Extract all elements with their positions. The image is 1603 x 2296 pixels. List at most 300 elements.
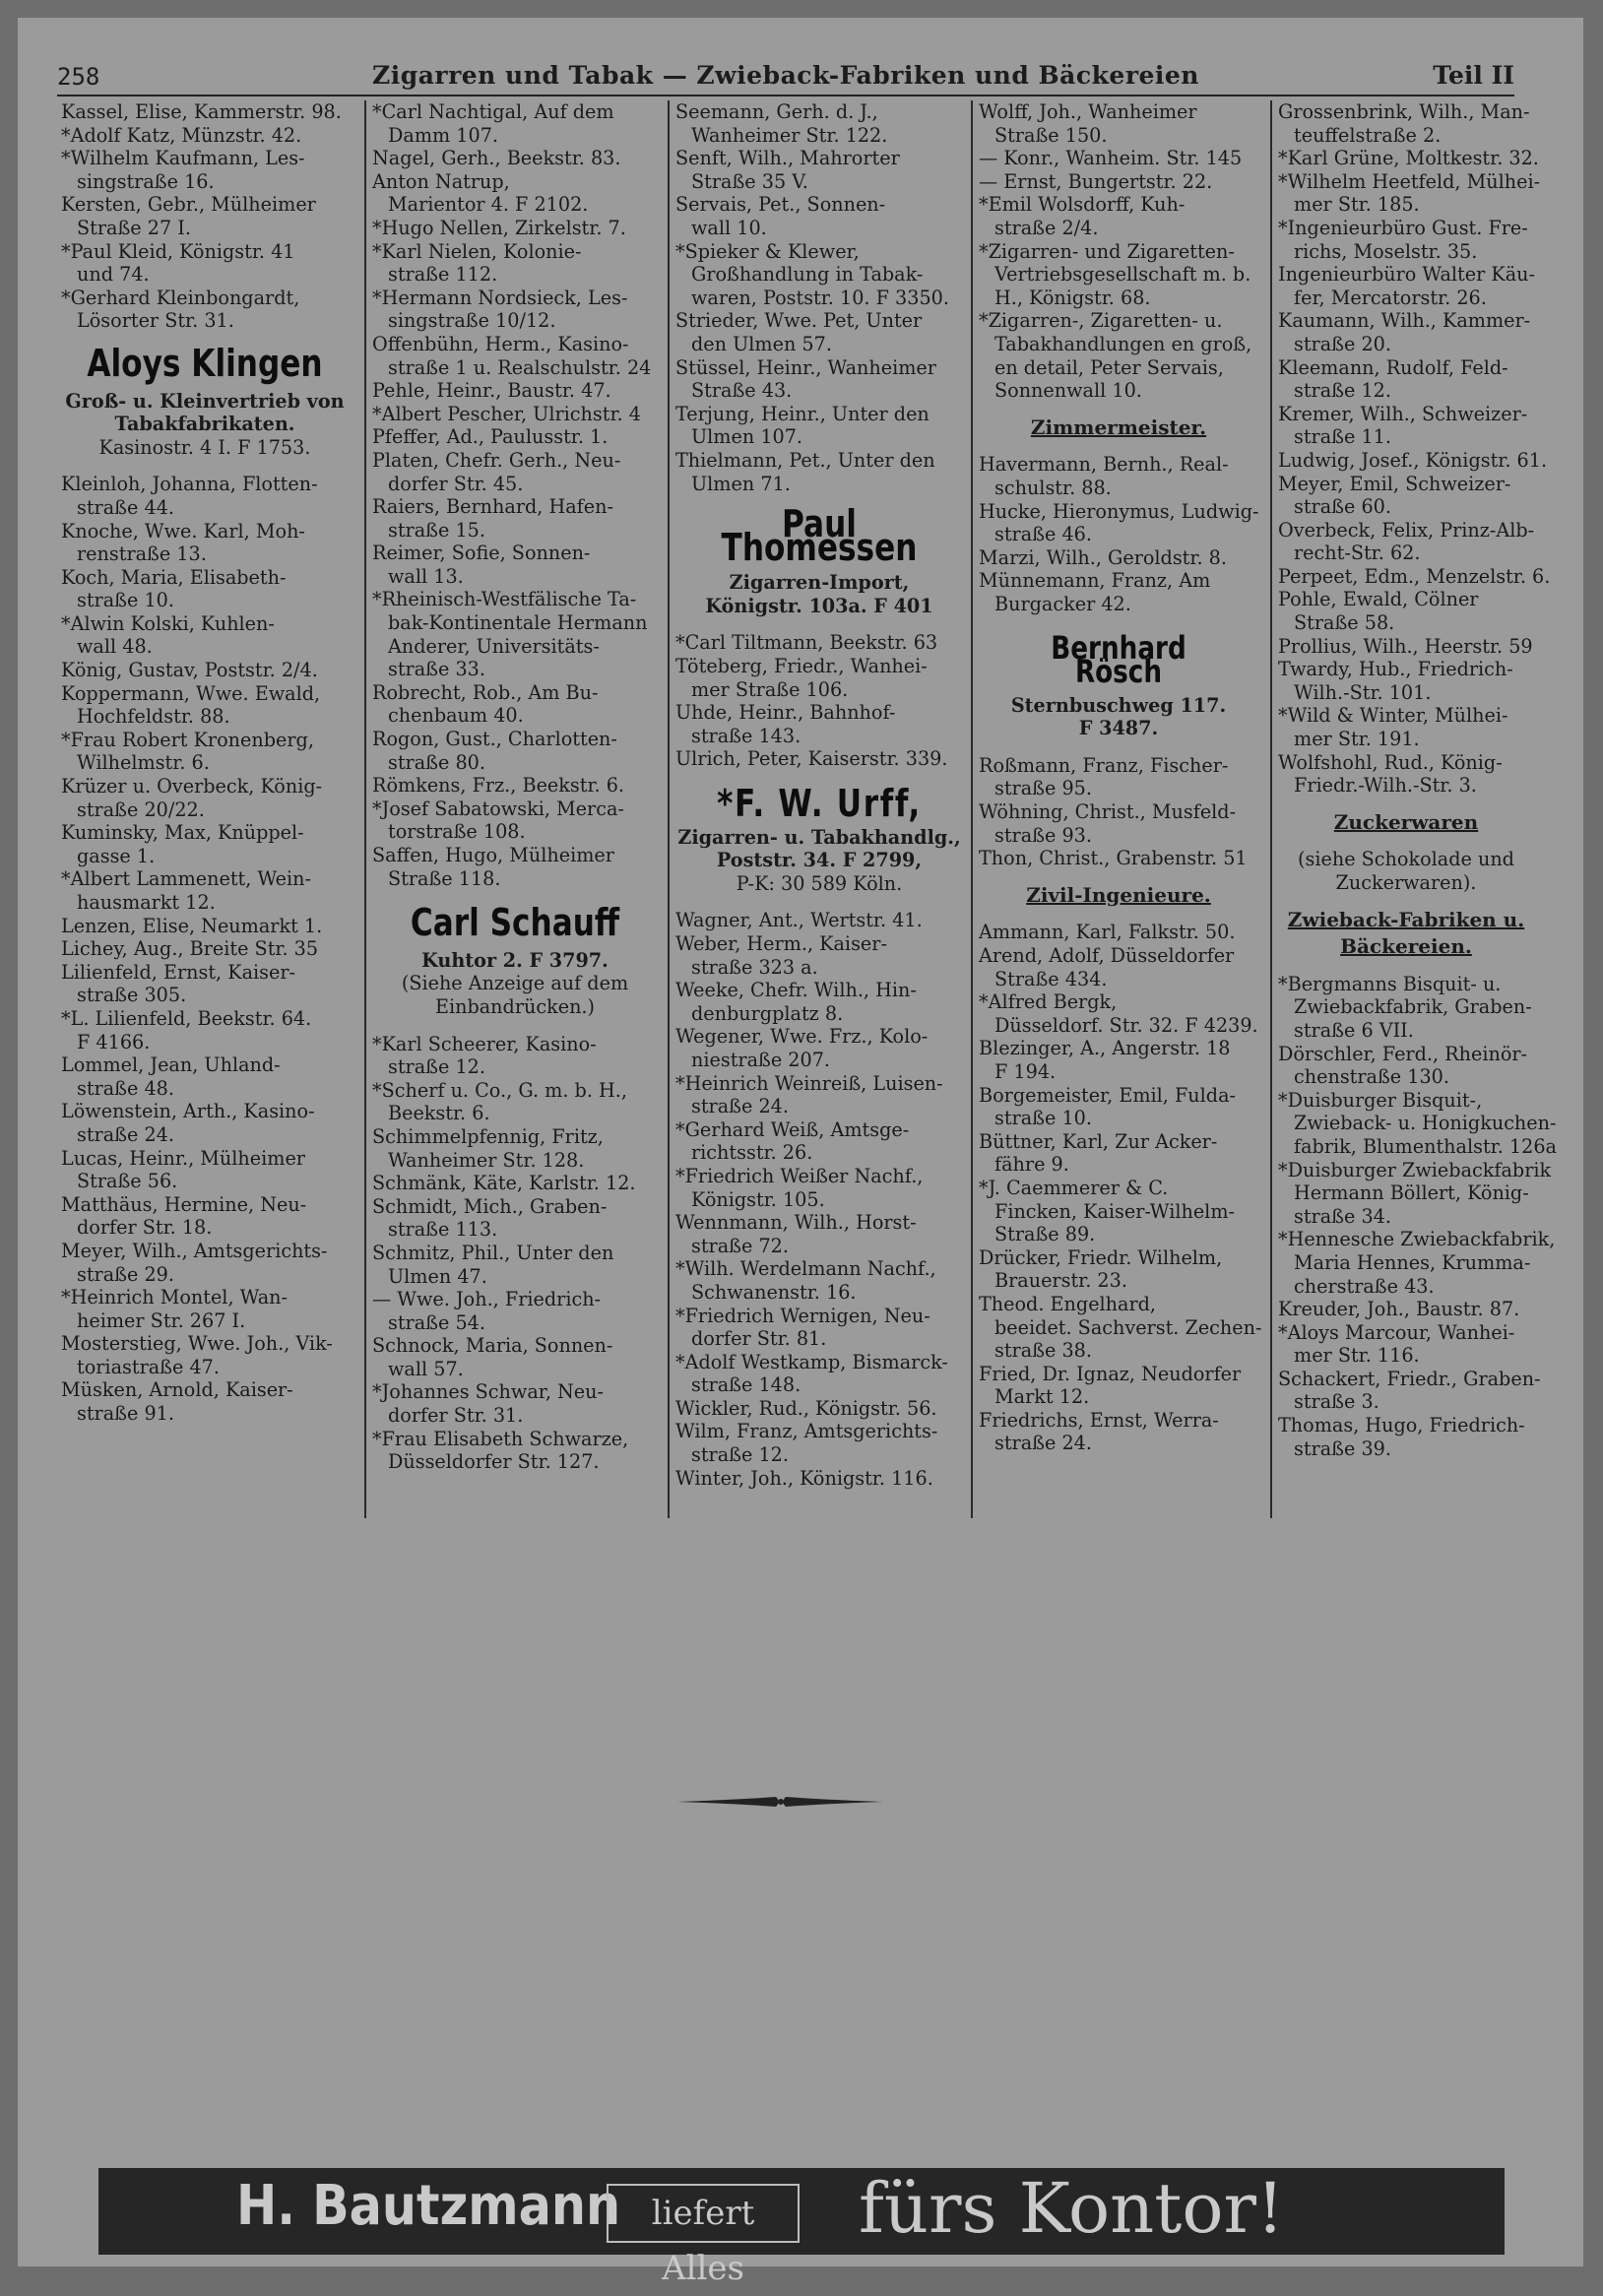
directory-entry-line: *Gerhard Weiß, Amtsge- [675, 1117, 910, 1141]
directory-entry-line: *Johannes Schwar, Neu- [372, 1380, 605, 1404]
directory-entry-line: Münnemann, Franz, Am [979, 569, 1211, 593]
directory-entry-line: *Friedrich Wernigen, Neu- [675, 1304, 930, 1327]
directory-entry-line: straße 305. [77, 984, 187, 1007]
directory-entry-line: Theod. Engelhard, [979, 1292, 1157, 1315]
directory-entry-line: Matthäus, Hermine, Neu- [61, 1192, 307, 1216]
directory-entry-line: *Ingenieurbüro Gust. Fre- [1278, 216, 1528, 239]
directory-entry-line: toriastraße 47. [77, 1355, 220, 1378]
directory-entry-line: *Emil Wolsdorff, Kuh- [979, 193, 1186, 217]
ad-schauff-line: (Siehe Anzeige auf dem [401, 972, 629, 995]
directory-entry-line: Tabakhandlungen en groß, [994, 332, 1252, 355]
col1-list-a [61, 100, 349, 333]
directory-entry-line: straße 33. [388, 658, 485, 681]
directory-entry-line: en detail, Peter Servais, [994, 355, 1224, 379]
directory-entry-line: straße 10. [994, 1107, 1092, 1130]
ad-paul-thomessen: Paul Thomessen [721, 502, 918, 569]
directory-entry-line: F 194. [994, 1059, 1057, 1083]
directory-entry-line: Lichey, Aug., Breite Str. 35 [61, 937, 319, 961]
directory-entry-line: Krüzer u. Overbeck, König- [61, 775, 323, 798]
directory-entry-line: und 74. [77, 263, 150, 287]
directory-entry-line: Anderer, Universitäts- [388, 634, 600, 658]
col5-list-a [1278, 100, 1551, 797]
directory-entry-line: Wickler, Rud., Königstr. 56. [675, 1396, 937, 1420]
directory-entry-line: Friedr.-Wilh.-Str. 3. [1294, 774, 1477, 797]
directory-entry-line: straße 39. [1294, 1436, 1391, 1460]
directory-entry-line: *Hugo Nellen, Zirkelstr. 7. [372, 216, 626, 239]
column-4 [971, 100, 1262, 1518]
directory-entry-line: straße 93. [994, 823, 1092, 847]
directory-entry-line: Fried, Dr. Ignaz, Neudorfer [979, 1362, 1242, 1385]
directory-entry-line: Kleinloh, Johanna, Flotten- [61, 473, 318, 496]
directory-entry-line: Wagner, Ant., Wertstr. 41. [675, 909, 923, 932]
column-5 [1270, 100, 1557, 1518]
directory-entry-line: Kremer, Wilh., Schweizer- [1278, 402, 1528, 425]
column-1 [61, 100, 349, 1518]
directory-entry-line: Lucas, Heinr., Mülheimer [61, 1146, 305, 1170]
directory-entry-line: *Duisburger Bisquit-, [1278, 1088, 1483, 1112]
directory-entry-line: Stüssel, Heinr., Wanheimer [675, 355, 936, 379]
directory-entry-line: Ulmen 71. [691, 472, 791, 495]
directory-entry-line: straße 12. [388, 1055, 485, 1079]
directory-entry-line: Grossenbrink, Wilh., Man- [1278, 100, 1530, 123]
directory-entry-line: *Frau Robert Kronenberg, [61, 728, 314, 751]
section-heading: Zivil-Ingenieure. [1026, 882, 1211, 907]
directory-entry-line: Reimer, Sofie, Sonnen- [372, 542, 591, 565]
directory-entry-line: denburgplatz 8. [691, 1001, 844, 1025]
directory-entry-line: *Hermann Nordsieck, Les- [372, 286, 628, 309]
directory-entry-line: Lilienfeld, Ernst, Kaiser- [61, 960, 295, 984]
directory-entry-line: straße 143. [691, 724, 802, 747]
directory-entry-line: Kleemann, Rudolf, Feld- [1278, 355, 1508, 379]
directory-entry-line: straße 38. [994, 1339, 1092, 1363]
directory-entry-line: Pfeffer, Ad., Paulusstr. 1. [372, 425, 609, 449]
directory-entry-line: niestraße 207. [691, 1048, 831, 1071]
banner-boxed-text: liefert Alles [607, 2184, 800, 2243]
directory-entry-line: Anton Natrup, [372, 169, 510, 193]
directory-entry-line: dorfer Str. 31. [388, 1404, 524, 1428]
directory-entry-line: Marzi, Wilh., Geroldstr. 8. [979, 545, 1227, 569]
directory-entry-line: Büttner, Karl, Zur Acker- [979, 1129, 1218, 1153]
directory-entry-line: Ulmen 107. [691, 425, 803, 449]
directory-entry-line: Arend, Adolf, Düsseldorfer [979, 944, 1235, 967]
directory-entry-line: Kuminsky, Max, Knüppel- [61, 821, 304, 845]
directory-entry-line: *Carl Nachtigal, Auf dem [372, 100, 614, 123]
directory-entry-line: Königstr. 105. [691, 1187, 825, 1211]
directory-entry-line: chenbaum 40. [388, 704, 524, 728]
directory-entry-line: Schmidt, Mich., Graben- [372, 1194, 608, 1218]
directory-entry-line: *Josef Sabatowski, Merca- [372, 797, 624, 820]
col3-list-b [675, 631, 963, 771]
directory-entry-line: mer Str. 116. [1294, 1344, 1420, 1368]
directory-entry-line: Straße 43. [691, 379, 793, 403]
section-heading: Zuckerwaren [1333, 809, 1479, 834]
directory-entry-line: *Zigarren-, Zigaretten- u. [979, 309, 1223, 333]
directory-entry-line: Lösorter Str. 31. [77, 309, 234, 333]
directory-entry-line: Schmitz, Phil., Unter den [372, 1241, 614, 1264]
directory-entry-line: Lommel, Jean, Uhland- [61, 1053, 281, 1077]
banner-brand: H. Bautzmann [236, 2174, 621, 2238]
directory-entry-line: Schimmelpfennig, Fritz, [372, 1124, 604, 1148]
directory-entry-line: Ulrich, Peter, Kaiserstr. 339. [675, 747, 948, 771]
directory-entry-line: Wilhelmstr. 6. [77, 751, 210, 775]
directory-entry-line: Pehle, Heinr., Baustr. 47. [372, 379, 611, 403]
ad-fw-urff: *F. W. Urff, [717, 782, 922, 826]
directory-entry-line: Mosterstieg, Wwe. Joh., Vik- [61, 1332, 333, 1356]
directory-entry-line: straße 72. [691, 1234, 789, 1257]
directory-entry-line: *Heinrich Weinreiß, Luisen- [675, 1071, 943, 1095]
directory-entry-line: straße 29. [77, 1262, 174, 1286]
directory-entry-line: *Spieker & Klewer, [675, 239, 860, 263]
directory-entry-line: Hucke, Hieronymus, Ludwig- [979, 499, 1259, 523]
ad-urff-line: Zigarren- u. Tabakhandlg., [677, 825, 961, 849]
ad-rosch-line: F 3487. [1078, 717, 1159, 740]
directory-entry-line: recht-Str. 62. [1294, 542, 1421, 565]
page-title: Zigarren und Tabak — Zwieback-Fabriken und Bäckereien [372, 61, 1199, 90]
directory-entry-line: mer Str. 191. [1294, 728, 1420, 751]
directory-entry-line: Löwenstein, Arth., Kasino- [61, 1100, 315, 1123]
directory-entry-line: wall 13. [388, 564, 464, 588]
ad-klingen-line: Tabakfabrikaten. [114, 413, 295, 436]
directory-entry-line: waren, Poststr. 10. F 3350. [691, 286, 949, 309]
directory-entry-line: Overbeck, Felix, Prinz-Alb- [1278, 518, 1535, 542]
directory-entry-line: Marientor 4. F 2102. [388, 193, 589, 217]
directory-entry-line: Terjung, Heinr., Unter den [675, 402, 930, 425]
directory-entry-line: Raiers, Bernhard, Hafen- [372, 495, 613, 519]
directory-entry-line: Offenbühn, Herm., Kasino- [372, 332, 629, 355]
col4-list-a [979, 100, 1258, 403]
directory-entry-line: straße 95. [994, 777, 1092, 800]
directory-entry-line: Straße 56. [77, 1170, 178, 1193]
directory-entry-line: straße 24. [691, 1095, 789, 1118]
directory-entry-line: Weeke, Chefr. Wilh., Hin- [675, 979, 917, 1002]
directory-entry-line: *Aloys Marcour, Wanhei- [1278, 1320, 1515, 1344]
directory-entry-line: Roßmann, Franz, Fischer- [979, 753, 1229, 777]
col2-list-b [372, 1033, 658, 1474]
directory-entry-line: Nagel, Gerh., Beekstr. 83. [372, 147, 621, 170]
directory-entry-line: straße 91. [77, 1402, 174, 1426]
directory-entry-line: Müsken, Arnold, Kaiser- [61, 1378, 293, 1402]
directory-entry-line: hausmarkt 12. [77, 891, 216, 914]
directory-entry-line: Maria Hennes, Krumma- [1294, 1250, 1531, 1274]
column-2 [364, 100, 658, 1518]
directory-entry-line: wall 48. [77, 635, 153, 659]
ad-klingen-line: Kasinostr. 4 I. F 1753. [98, 435, 311, 459]
directory-entry-line: Saffen, Hugo, Mülheimer [372, 844, 614, 866]
directory-entry-line: *Karl Nielen, Kolonie- [372, 239, 582, 263]
directory-entry-line: straße 10. [77, 589, 174, 612]
directory-entry-line: Wolfshohl, Rud., König- [1278, 750, 1503, 774]
directory-entry-line: straße 3. [1294, 1390, 1379, 1414]
directory-entry-line: dorfer Str. 81. [691, 1327, 827, 1351]
directory-entry-line: *Hennesche Zwiebackfabrik, [1278, 1228, 1556, 1251]
directory-entry-line: *Friedrich Weißer Nachf., [675, 1164, 924, 1187]
directory-entry-line: teuffelstraße 2. [1294, 123, 1442, 147]
directory-entry-line: straße 46. [994, 523, 1092, 546]
directory-entry-line: Thon, Christ., Grabenstr. 51 [979, 847, 1248, 870]
page-number: 258 [57, 63, 100, 91]
section-heading: Zimmermeister. [1030, 415, 1207, 439]
directory-entry-line: *Duisburger Zwiebackfabrik [1278, 1158, 1552, 1181]
directory-entry-line: den Ulmen 57. [691, 332, 832, 355]
directory-entry-line: (siehe Schokolade und [1298, 848, 1514, 871]
directory-entry-line: Damm 107. [388, 123, 499, 147]
directory-entry-line: Sonnenwall 10. [994, 379, 1142, 403]
directory-entry-line: *Wild & Winter, Mülhei- [1278, 704, 1508, 728]
directory-entry-line: Winter, Joh., Königstr. 116. [675, 1466, 933, 1490]
part-label: Teil II [1433, 61, 1514, 90]
col4-list-c [979, 754, 1258, 870]
directory-entry-line: Straße 118. [388, 866, 501, 890]
advertisement-banner [98, 2168, 1505, 2288]
directory-entry-line: Rogon, Gust., Charlotten- [372, 728, 617, 751]
directory-entry-line: *Paul Kleid, Königstr. 41 [61, 239, 295, 263]
directory-entry-line: schulstr. 88. [994, 476, 1112, 499]
ad-thomessen-line: Königstr. 103a. F 401 [705, 594, 933, 617]
ad-thomessen-line: Zigarren-Import, [729, 571, 910, 595]
directory-entry-line: *Adolf Westkamp, Bismarck- [675, 1350, 948, 1373]
directory-entry-line: Ulmen 47. [388, 1264, 487, 1288]
directory-entry-line: F 4166. [77, 1030, 151, 1053]
directory-entry-line: Hermann Böllert, König- [1294, 1181, 1529, 1205]
col4-list-b [979, 453, 1258, 615]
directory-entry-line: fabrik, Blumenthalstr. 126a [1294, 1134, 1557, 1158]
directory-entry-line: Kaumann, Wilh., Kammer- [1278, 309, 1531, 333]
col4-list-d [979, 921, 1262, 1455]
directory-entry-line: Zwiebackfabrik, Graben- [1294, 995, 1532, 1019]
section-heading: Bäckereien. [1340, 934, 1472, 959]
directory-entry-line: *Wilh. Werdelmann Nachf., [675, 1257, 936, 1281]
directory-entry-line: Drücker, Friedr. Wilhelm, [979, 1245, 1223, 1269]
col5-list-b [1278, 972, 1557, 1460]
directory-entry-line: Uhde, Heinr., Bahnhof- [675, 701, 896, 725]
directory-entry-line: straße 48. [77, 1076, 174, 1100]
directory-entry-line: cherstraße 43. [1294, 1274, 1435, 1298]
directory-entry-line: — Wwe. Joh., Friedrich- [372, 1288, 602, 1311]
directory-entry-line: Pohle, Ewald, Cölner [1278, 588, 1479, 611]
directory-entry-line: Wilh.-Str. 101. [1294, 680, 1432, 704]
directory-entry-line: Robrecht, Rob., Am Bu- [372, 680, 599, 704]
directory-entry-line: Ingenieurbüro Walter Käu- [1278, 263, 1535, 287]
directory-entry-line: Wolff, Joh., Wanheimer [979, 100, 1197, 123]
directory-entry-line: straße 323 a. [691, 955, 818, 979]
directory-entry-line: Ammann, Karl, Falkstr. 50. [979, 921, 1236, 944]
directory-entry-line: Schmänk, Käte, Karlstr. 12. [372, 1172, 636, 1195]
directory-entry-line: — Ernst, Bungertstr. 22. [979, 169, 1213, 193]
directory-entry-line: Koppermann, Wwe. Ewald, [61, 681, 321, 705]
directory-entry-line: Friedrichs, Ernst, Werra- [979, 1408, 1219, 1432]
directory-entry-line: *Alwin Kolski, Kuhlen- [61, 611, 275, 635]
directory-entry-line: Lenzen, Elise, Neumarkt 1. [61, 914, 323, 937]
directory-entry-line: Kreuder, Joh., Baustr. 87. [1278, 1298, 1520, 1321]
directory-entry-line: straße 2/4. [994, 216, 1099, 239]
directory-entry-line: straße 1 u. Realschulstr. 24 [388, 355, 652, 379]
directory-entry-line: Straße 89. [994, 1223, 1096, 1246]
directory-entry-line: straße 148. [691, 1373, 802, 1397]
directory-entry-line: beeidet. Sachverst. Zechen- [994, 1315, 1262, 1339]
ornament-divider [677, 1795, 884, 1809]
directory-entry-line: Borgemeister, Emil, Fulda- [979, 1083, 1237, 1107]
directory-entry-line: *Rheinisch-Westfälische Ta- [372, 588, 637, 611]
directory-entry-line: straße 20. [1294, 332, 1391, 355]
directory-entry-line: mer Str. 185. [1294, 193, 1420, 217]
directory-entry-line: Schwanenstr. 16. [691, 1280, 857, 1304]
directory-entry-line: Zuckerwaren). [1335, 871, 1477, 894]
ad-klingen-line: Groß- u. Kleinvertrieb von [65, 389, 345, 413]
col3-list-c [675, 909, 963, 1490]
directory-entry-line: Burgacker 42. [994, 592, 1131, 615]
ad-aloys-klingen: Aloys Klingen [87, 341, 323, 385]
directory-entry-line: dorfer Str. 18. [77, 1216, 213, 1240]
page-header [57, 55, 1514, 96]
directory-entry-line: Ludwig, Josef., Königstr. 61. [1278, 448, 1548, 472]
directory-entry-line: Kersten, Gebr., Mülheimer [61, 193, 316, 217]
directory-entry-line: mer Straße 106. [691, 677, 849, 701]
directory-entry-line: straße 15. [388, 518, 485, 542]
directory-entry-line: *Bergmanns Bisquit- u. [1278, 972, 1502, 995]
directory-entry-line: Düsseldorf. Str. 32. F 4239. [994, 1013, 1258, 1037]
directory-entry-line: *Heinrich Montel, Wan- [61, 1286, 288, 1309]
directory-entry-line: *Scherf u. Co., G. m. b. H., [372, 1078, 627, 1102]
directory-entry-line: Schnock, Maria, Sonnen- [372, 1334, 613, 1358]
directory-entry-line: *Zigarren- und Zigaretten- [979, 239, 1235, 263]
directory-entry-line: *L. Lilienfeld, Beekstr. 64. [61, 1006, 312, 1030]
directory-entry-line: H., Königstr. 68. [994, 286, 1151, 309]
directory-entry-line: richs, Moselstr. 35. [1294, 239, 1478, 263]
directory-entry-line: wall 57. [388, 1357, 464, 1380]
directory-entry-line: Weber, Herm., Kaiser- [675, 932, 887, 955]
directory-entry-line: Knoche, Wwe. Karl, Moh- [61, 519, 305, 542]
directory-entry-line: wall 10. [691, 216, 767, 239]
directory-entry-line: Wennmann, Wilh., Horst- [675, 1211, 917, 1235]
directory-entry-line: straße 44. [77, 495, 174, 519]
directory-entry-line: Schackert, Friedr., Graben- [1278, 1367, 1541, 1390]
directory-entry-line: heimer Str. 267 I. [77, 1308, 246, 1332]
col5-zucker-note [1278, 848, 1534, 894]
directory-entry-line: straße 24. [994, 1432, 1092, 1455]
directory-entry-line: Fincken, Kaiser-Wilhelm- [994, 1199, 1235, 1223]
directory-entry-line: chenstraße 130. [1294, 1065, 1449, 1089]
directory-entry-line: Beekstr. 6. [388, 1102, 490, 1125]
directory-entry-line: Hochfeldstr. 88. [77, 705, 230, 729]
ad-schauff-line: Kuhtor 2. F 3797. [421, 948, 609, 972]
directory-entry-line: Brauerstr. 23. [994, 1269, 1127, 1293]
directory-entry-line: renstraße 13. [77, 542, 207, 566]
directory-entry-line: Großhandlung in Tabak- [691, 263, 924, 287]
directory-entry-line: *Carl Tiltmann, Beekstr. 63 [675, 631, 938, 655]
directory-entry-line: straße 6 VII. [1294, 1018, 1414, 1042]
directory-entry-line: richtsstr. 26. [691, 1141, 813, 1165]
directory-entry-line: *Albert Pescher, Ulrichstr. 4 [372, 402, 641, 425]
directory-entry-line: *Adolf Katz, Münzstr. 42. [61, 123, 302, 147]
directory-entry-line: straße 12. [1294, 379, 1391, 403]
section-heading: Zwieback-Fabriken u. [1287, 907, 1525, 931]
directory-entry-line: Dörschler, Ferd., Rheinör- [1278, 1042, 1528, 1065]
directory-entry-line: Havermann, Bernh., Real- [979, 453, 1229, 477]
directory-entry-line: Markt 12. [994, 1385, 1090, 1409]
directory-entry-line: Thielmann, Pet., Unter den [675, 448, 935, 472]
directory-entry-line: Kassel, Elise, Kammerstr. 98. [61, 100, 342, 123]
directory-entry-line: *Karl Scheerer, Kasino- [372, 1032, 597, 1055]
directory-entry-line: *J. Caemmerer & C. [979, 1176, 1169, 1199]
directory-entry-line: fähre 9. [994, 1153, 1069, 1177]
directory-entry-line: Straße 35 V. [691, 169, 808, 193]
col2-list-a [372, 100, 658, 890]
directory-entry-line: *Frau Elisabeth Schwarze, [372, 1427, 629, 1450]
directory-entry-line: Senft, Wilh., Mahrorter [675, 147, 900, 170]
directory-entry-line: straße 24. [77, 1122, 174, 1146]
directory-entry-line: Wegener, Wwe. Frz., Kolo- [675, 1025, 929, 1049]
directory-entry-line: fer, Mercatorstr. 26. [1294, 286, 1487, 309]
directory-entry-line: — Konr., Wanheim. Str. 145 [979, 147, 1243, 170]
directory-entry-line: Wöhning, Christ., Musfeld- [979, 800, 1237, 824]
directory-entry-line: König, Gustav, Poststr. 2/4. [61, 659, 318, 682]
directory-entry-line: Wilm, Franz, Amtsgerichts- [675, 1420, 938, 1443]
directory-entry-line: singstraße 16. [77, 169, 215, 193]
ad-rosch-line: Sternbuschweg 117. [1010, 693, 1227, 717]
directory-entry-line: Seemann, Gerh. d. J., [675, 100, 878, 123]
directory-entry-line: Töteberg, Friedr., Wanhei- [675, 655, 928, 678]
directory-entry-line: Meyer, Wilh., Amtsgerichts- [61, 1239, 328, 1262]
directory-entry-line: Zwieback- u. Honigkuchen- [1294, 1112, 1557, 1135]
directory-entry-line: straße 20/22. [77, 797, 205, 821]
banner-slogan: fürs Kontor! [859, 2168, 1285, 2249]
directory-entry-line: Straße 58. [1294, 611, 1395, 635]
ad-bernhard-rosch: Bernhard Rösch [1051, 629, 1186, 691]
directory-entry-line: *Alfred Bergk, [979, 990, 1118, 1014]
col3-list-a [675, 100, 963, 495]
ad-carl-schauff: Carl Schauff [410, 901, 620, 945]
directory-entry-line: Strieder, Wwe. Pet, Unter [675, 309, 923, 333]
directory-entry-line: straße 112. [388, 263, 498, 287]
directory-entry-line: straße 54. [388, 1310, 485, 1334]
directory-entry-line: torstraße 108. [388, 820, 526, 844]
directory-entry-line: straße 80. [388, 750, 485, 774]
directory-entry-line: *Karl Grüne, Moltkestr. 32. [1278, 147, 1539, 170]
directory-entry-line: Straße 27 I. [77, 216, 191, 239]
directory-entry-line: gasse 1. [77, 844, 156, 867]
column-3 [668, 100, 963, 1518]
directory-entry-line: Wanheimer Str. 122. [691, 123, 888, 147]
directory-entry-line: Thomas, Hugo, Friedrich- [1278, 1414, 1525, 1437]
directory-entry-line: straße 34. [1294, 1204, 1391, 1228]
directory-entry-line: *Wilhelm Kaufmann, Les- [61, 147, 305, 170]
ad-urff-line: Poststr. 34. F 2799, [716, 849, 923, 872]
directory-entry-line: straße 11. [1294, 425, 1391, 449]
directory-entry-line: Servais, Pet., Sonnen- [675, 193, 886, 217]
directory-entry-line: straße 12. [691, 1443, 789, 1467]
directory-entry-line: Blezinger, A., Angerstr. 18 [979, 1037, 1231, 1060]
directory-entry-line: Wanheimer Str. 128. [388, 1148, 585, 1172]
directory-entry-line: Prollius, Wilh., Heerstr. 59 [1278, 634, 1533, 658]
directory-entry-line: *Albert Lammenett, Wein- [61, 867, 311, 891]
directory-entry-line: dorfer Str. 45. [388, 472, 524, 495]
directory-entry-line: Meyer, Emil, Schweizer- [1278, 472, 1511, 495]
directory-entry-line: Straße 150. [994, 123, 1108, 147]
directory-entry-line: Platen, Chefr. Gerh., Neu- [372, 448, 621, 472]
directory-entry-line: Straße 434. [994, 967, 1108, 990]
directory-entry-line: *Wilhelm Heetfeld, Mülhei- [1278, 169, 1541, 193]
directory-entry-line: Römkens, Frz., Beekstr. 6. [372, 774, 625, 797]
ad-schauff-line: Einbandrücken.) [434, 994, 596, 1018]
directory-entry-line: Koch, Maria, Elisabeth- [61, 565, 287, 589]
directory-entry-line: *Gerhard Kleinbongardt, [61, 286, 300, 309]
directory-entry-line: Vertriebsgesellschaft m. b. [994, 263, 1251, 287]
directory-entry-line: Perpeet, Edm., Menzelstr. 6. [1278, 564, 1551, 588]
directory-entry-line: Twardy, Hub., Friedrich- [1278, 658, 1513, 681]
directory-entry-line: Düsseldorfer Str. 127. [388, 1450, 600, 1474]
ad-urff-line: P-K: 30 589 Köln. [736, 871, 903, 895]
directory-entry-line: straße 60. [1294, 495, 1391, 519]
